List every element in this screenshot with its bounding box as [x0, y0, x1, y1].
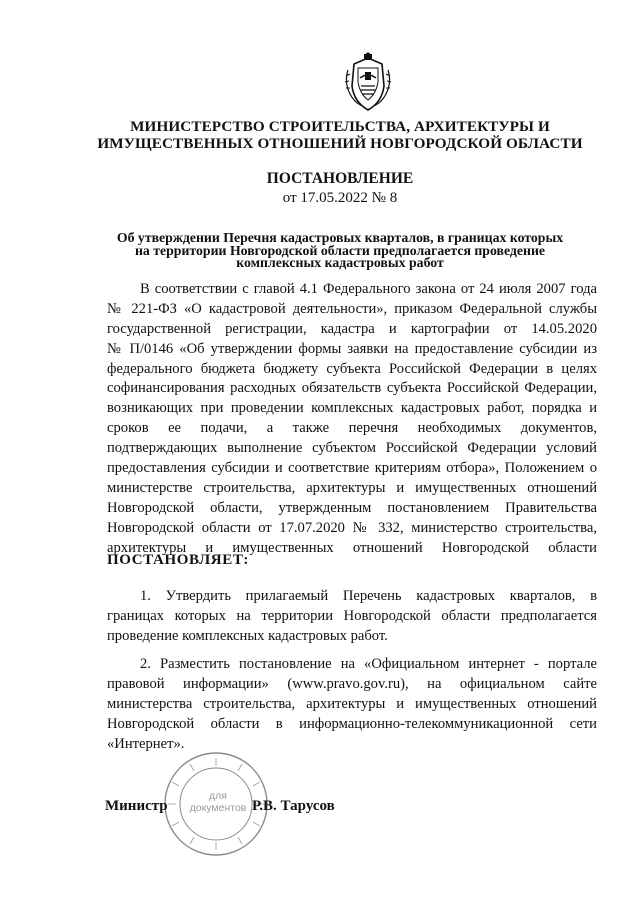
preamble-line: В соответствии с главой 4.1 Федерального закона от 24 июля 2007 года: [140, 281, 597, 297]
coat-of-arms-emblem: [340, 52, 396, 114]
decree-word: ПОСТАНОВЛЯЕТ:: [107, 552, 250, 568]
item-line: 2. Разместить постановление на «Официальном интернет - портале: [140, 656, 597, 672]
preamble-line: Новгородской области, утвержденным постановлением Правительства: [107, 499, 597, 516]
preamble-line: возникающих при проведении комплексных кадастровых работ, порядка и: [107, 400, 597, 417]
preamble-line: софинансирования расходных обязательств субъекта Российской Федерации,: [107, 380, 597, 397]
ministry-name-line1: МИНИСТЕРСТВО СТРОИТЕЛЬСТВА, АРХИТЕКТУРЫ И: [130, 118, 550, 135]
preamble-line: министерстве строительства, архитектуры и имущественных отношений: [107, 479, 597, 496]
ministry-name-line2: ИМУЩЕСТВЕННЫХ ОТНОШЕНИЙ НОВГОРОДСКОЙ ОБЛАСТИ: [97, 135, 583, 152]
preamble-line: государственной регистрации, кадастра и картографии от 14.05.2020: [107, 320, 597, 337]
preamble-line: № П/0146 «Об утверждении формы заявки на предоставление субсидии из: [107, 340, 597, 357]
item-line: «Интернет».: [107, 736, 185, 752]
item-line: министерства строительства, архитектуры и имущественных отношений: [107, 696, 597, 712]
document-subject: [60, 232, 620, 270]
item-line: 1. Утвердить прилагаемый Перечень кадастровых кварталов, в: [140, 588, 597, 604]
signatory-title: Министр: [105, 798, 168, 814]
subject-line1: Об утверждении Перечня кадастровых кварталов, в границах которых: [116, 230, 564, 245]
preamble-line: Новгородской области от 17.07.2020 № 332, министерство строительства,: [107, 519, 597, 536]
item-2-paragraph: [107, 654, 597, 754]
item-line: проведение комплексных кадастровых работ.: [107, 628, 388, 644]
item-1-paragraph: [107, 586, 597, 646]
stamp-label-line1: для: [209, 790, 227, 802]
subject-line3: комплексных кадастровых работ: [236, 255, 444, 270]
signatory-name: Р.В. Тарусов: [252, 798, 335, 814]
preamble-paragraph: [107, 280, 597, 558]
stamp-label: [178, 790, 258, 814]
preamble-line: федерального бюджета бюджету субъекта Российской Федерации в целях: [107, 360, 597, 377]
preamble-line: предоставления субсидии и соответствие критериям отбора», Положением о: [107, 460, 597, 477]
document-type: ПОСТАНОВЛЕНИЕ: [266, 170, 414, 187]
item-line: Новгородской области в информационно-телекоммуникационной сети: [107, 716, 597, 732]
preamble-line: № 221-ФЗ «О кадастровой деятельности», приказом Федеральной службы: [107, 300, 597, 317]
document-date-number: от 17.05.2022 № 8: [282, 190, 398, 206]
preamble-line: подтверждающих выполнение субъектом Российской Федерации условий: [107, 440, 597, 457]
subject-line2: на территории Новгородской области предполагается проведение: [134, 242, 546, 258]
ministry-name: [60, 118, 620, 152]
preamble-line: архитектуры и имущественных отношений Новгородской области: [107, 539, 597, 556]
item-line: правовой информации» (www.pravo.gov.ru), на официальном сайте: [107, 676, 597, 692]
item-line: границах которых на территории Новгородской области предполагается: [107, 608, 597, 624]
stamp-label-line2: документов: [189, 802, 247, 814]
preamble-line: сроков ее подачи, а также перечня необходимых документов,: [107, 420, 597, 437]
